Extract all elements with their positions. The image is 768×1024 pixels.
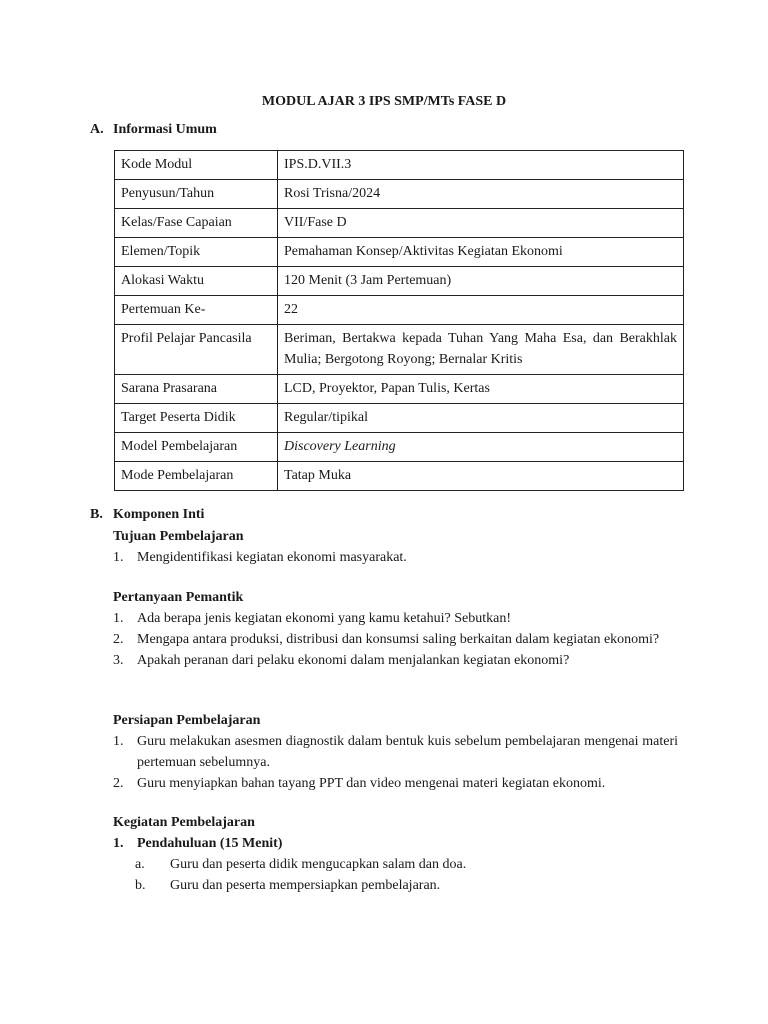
table-row — [115, 462, 684, 491]
table-row — [115, 375, 684, 404]
list-item — [113, 650, 678, 671]
row-value: Pemahaman Konsep/Aktivitas Kegiatan Ekonomi — [278, 238, 684, 267]
table-row — [115, 180, 684, 209]
list-item — [113, 773, 678, 794]
row-key: Target Peserta Didik — [115, 404, 278, 433]
table-row — [115, 404, 684, 433]
row-value: Rosi Trisna/2024 — [278, 180, 684, 209]
section-a-letter: A. — [90, 122, 104, 137]
persiapan-list — [113, 731, 678, 794]
pertanyaan-section — [113, 587, 678, 671]
kegiatan-step — [113, 833, 678, 854]
kegiatan-section — [113, 812, 678, 896]
list-item — [113, 731, 678, 773]
list-number: 1. — [113, 836, 124, 851]
row-key: Kode Modul — [115, 151, 278, 180]
section-a-heading — [90, 122, 217, 138]
persiapan-section — [113, 710, 678, 794]
list-text: Ada berapa jenis kegiatan ekonomi yang kamu ketahui? Sebutkan! — [137, 611, 511, 626]
list-text: Apakah peranan dari pelaku ekonomi dalam menjalankan kegiatan ekonomi? — [137, 653, 570, 668]
info-table — [114, 150, 684, 491]
table-row — [115, 296, 684, 325]
row-value: IPS.D.VII.3 — [278, 151, 684, 180]
list-number: 2. — [113, 632, 124, 647]
list-item — [113, 629, 678, 650]
table-row — [115, 238, 684, 267]
row-value: Tatap Muka — [278, 462, 684, 491]
row-key: Mode Pembelajaran — [115, 462, 278, 491]
list-text: Guru melakukan asesmen diagnostik dalam bentuk kuis sebelum pembelajaran mengenai materi pertemuan sebelumnya. — [137, 734, 678, 770]
persiapan-heading: Persiapan Pembelajaran — [113, 713, 261, 728]
document-title: MODUL AJAR 3 IPS SMP/MTs FASE D — [261, 94, 507, 109]
table-row — [115, 433, 684, 462]
row-key: Profil Pelajar Pancasila — [115, 325, 278, 375]
pendahuluan-list — [113, 854, 678, 896]
list-item — [113, 875, 678, 896]
tujuan-section — [113, 526, 678, 568]
row-value: Beriman, Bertakwa kepada Tuhan Yang Maha Esa, dan Berakhlak Mulia; Bergotong Royong; Bernalar Kritis — [278, 325, 684, 375]
list-item — [113, 608, 678, 629]
list-item — [113, 547, 678, 568]
tujuan-list — [113, 547, 678, 568]
row-value: 22 — [278, 296, 684, 325]
list-number: 3. — [113, 653, 124, 668]
row-key: Penyusun/Tahun — [115, 180, 278, 209]
row-key: Pertemuan Ke- — [115, 296, 278, 325]
list-number: 1. — [113, 550, 124, 565]
list-item — [113, 854, 678, 875]
list-letter: a. — [135, 857, 145, 872]
table-row — [115, 209, 684, 238]
kegiatan-list — [113, 833, 678, 854]
table-row — [115, 151, 684, 180]
row-value: VII/Fase D — [278, 209, 684, 238]
section-b-title: Komponen Inti — [113, 507, 205, 522]
pertanyaan-list — [113, 608, 678, 671]
list-text: Guru menyiapkan bahan tayang PPT dan video mengenai materi kegiatan ekonomi. — [137, 776, 606, 791]
row-key: Elemen/Topik — [115, 238, 278, 267]
row-value: Discovery Learning — [278, 433, 684, 462]
row-value: LCD, Proyektor, Papan Tulis, Kertas — [278, 375, 684, 404]
list-number: 2. — [113, 776, 124, 791]
step-label: Pendahuluan (15 Menit) — [137, 836, 283, 851]
row-key: Sarana Prasarana — [115, 375, 278, 404]
list-number: 1. — [113, 611, 124, 626]
pertanyaan-heading: Pertanyaan Pemantik — [113, 590, 244, 605]
table-row — [115, 325, 684, 375]
list-text: Mengidentifikasi kegiatan ekonomi masyarakat. — [137, 550, 407, 565]
table-row — [115, 267, 684, 296]
section-a-title: Informasi Umum — [113, 122, 217, 137]
tujuan-heading: Tujuan Pembelajaran — [113, 529, 244, 544]
row-key: Kelas/Fase Capaian — [115, 209, 278, 238]
list-letter: b. — [135, 878, 146, 893]
section-b-letter: B. — [90, 507, 103, 522]
list-number: 1. — [113, 734, 124, 749]
section-b-heading — [90, 507, 204, 523]
row-key: Alokasi Waktu — [115, 267, 278, 296]
list-text: Guru dan peserta mempersiapkan pembelajaran. — [170, 878, 441, 893]
kegiatan-heading: Kegiatan Pembelajaran — [113, 815, 255, 830]
row-key: Model Pembelajaran — [115, 433, 278, 462]
list-text: Guru dan peserta didik mengucapkan salam dan doa. — [170, 857, 467, 872]
list-text: Mengapa antara produksi, distribusi dan konsumsi saling berkaitan dalam kegiatan ekonomi? — [137, 632, 660, 647]
row-value: 120 Menit (3 Jam Pertemuan) — [278, 267, 684, 296]
row-value: Regular/tipikal — [278, 404, 684, 433]
